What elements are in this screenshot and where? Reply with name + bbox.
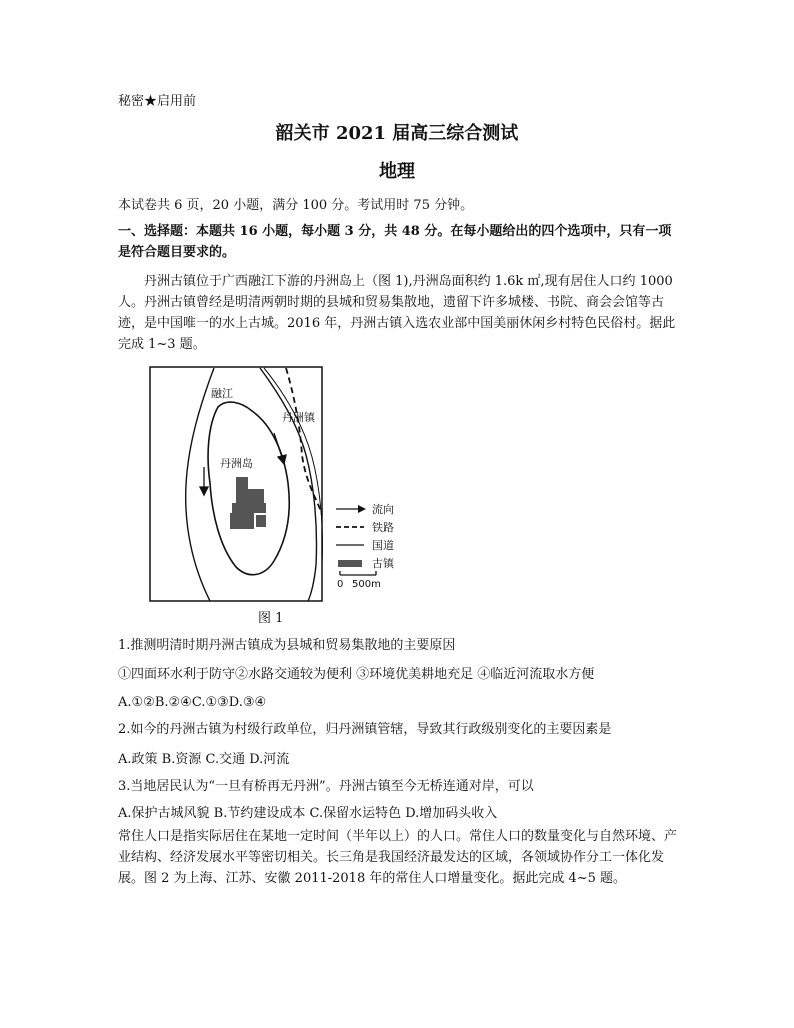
section-heading-line2: 是符合题目要求的。: [118, 245, 236, 260]
legend-flow-label: 流向: [372, 503, 394, 516]
subject-title: 地理: [379, 161, 415, 182]
legend-flow-arrow-icon: [358, 505, 366, 513]
confidential-label: 秘密★启用前: [118, 94, 197, 109]
question-2-answers: A.政策 B.资源 C.交通 D.河流: [118, 752, 290, 767]
question-1-answers: A.①②B.②④C.①③D.③④: [118, 695, 267, 710]
question-1-statements: ①四面环水利于防守②水路交通较为便利 ③环境优美耕地充足 ④临近河流取水方便: [118, 667, 595, 682]
legend-railway-label: 铁路: [372, 521, 394, 534]
question-1-stem: 1.推测明清时期丹洲古镇成为县城和贸易集散地的主要原因: [118, 638, 456, 653]
figure-1-caption: 图 1: [258, 611, 284, 626]
passage-2: 常住人口是指实际居住在某地一定时间（半年以上）的人口。常住人口的数量变化与自然环境、产业结构、经济发展水平等密切相关。长三角是我国经济最发达的区域，各领域协作分工一体化发展。图 2 为上海、江苏、安徽 2011-2018 年的常住人口增量变化。据此完成 4~5 题。: [118, 829, 678, 886]
map-legend: [336, 502, 395, 590]
question-3-stem: 3.当地居民认为“一旦有桥再无丹洲”。丹洲古镇至今无桥连通对岸，可以: [118, 779, 534, 794]
legend-town-label: 古镇: [372, 557, 394, 570]
river-label: 融江: [211, 387, 233, 400]
exam-info: 本试卷共 6 页，20 小题，满分 100 分。考试用时 75 分钟。: [118, 198, 474, 213]
scale-zero: 0: [337, 579, 344, 590]
figure-1-map: [148, 365, 418, 605]
scale-value: 500m: [352, 579, 381, 590]
legend-highway-label: 国道: [372, 539, 394, 552]
question-2-stem: 2.如今的丹洲古镇为村级行政单位，归丹洲镇管辖，导致其行政级别变化的主要因素是: [118, 722, 612, 737]
question-3-answers: A.保护古城风貌 B.节约建设成本 C.保留水运特色 D.增加码头收入: [118, 806, 498, 821]
railway-line: [286, 368, 322, 515]
town-label: 丹洲镇: [282, 411, 315, 424]
exam-title: 韶关市 2021 届高三综合测试: [275, 123, 519, 144]
passage-1: 丹洲古镇位于广西融江下游的丹洲岛上（图 1),丹洲岛面积约 1.6k ㎡,现有居住人口约 1000 人。丹洲古镇曾经是明清两朝时期的县城和贸易集散地，遗留下许多城楼、书院、商会会馆等古迹，是中国唯一的水上古城。2016 年，丹洲古镇入选农业部中国美丽休闲乡村特色民俗村。据此完成 1~3 题。: [118, 274, 676, 352]
legend-town-symbol: [338, 560, 362, 567]
danzhou-island: [208, 402, 289, 575]
section-heading-line1: 一、选择题：本题共 16 小题，每小题 3 分，共 48 分。在每小题给出的四个选项中，只有一项: [118, 224, 672, 239]
island-label: 丹洲岛: [220, 457, 253, 470]
